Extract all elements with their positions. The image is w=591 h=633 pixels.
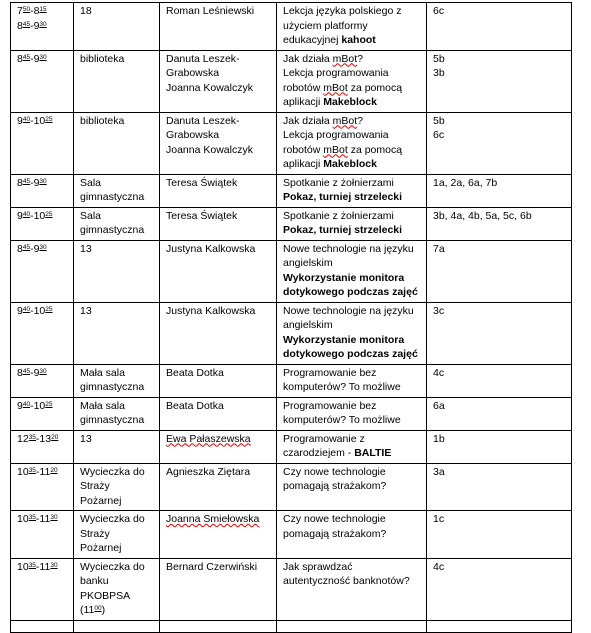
room-cell bbox=[74, 174, 160, 207]
class-line: 6a bbox=[433, 399, 445, 412]
topic-highlight: BALTIE bbox=[354, 447, 392, 459]
room-cell bbox=[74, 463, 160, 511]
room-line: PKOBPSA bbox=[80, 589, 131, 602]
start-hour: 7 bbox=[17, 5, 23, 17]
start-hour: 9 bbox=[17, 399, 23, 412]
time-cell bbox=[11, 112, 74, 174]
topic-line bbox=[283, 446, 420, 461]
end-hour: 9 bbox=[33, 19, 40, 32]
topic-line bbox=[283, 242, 420, 257]
topic-term: mBot? bbox=[332, 114, 363, 127]
topic-text: angielskim bbox=[283, 257, 333, 269]
topic-cell bbox=[277, 364, 427, 397]
room-line: biblioteka bbox=[80, 114, 125, 127]
topic-cell bbox=[277, 430, 427, 463]
room-line bbox=[80, 603, 153, 618]
table-row bbox=[11, 430, 572, 463]
start-hour: 10 bbox=[17, 560, 29, 573]
topic-text: Programowanie z bbox=[283, 432, 365, 445]
topic-text: komputerów? To możliwe bbox=[283, 414, 401, 426]
start-minutes: 35 bbox=[28, 466, 36, 474]
time-cell bbox=[11, 174, 74, 207]
topic-line bbox=[283, 574, 420, 589]
topic-text: Jak działa bbox=[283, 52, 333, 65]
time-line: $9^{40}-10^{25}$ bbox=[17, 399, 53, 412]
end-hour: 10 bbox=[33, 114, 46, 127]
end-minutes: 30 bbox=[39, 367, 47, 375]
room-line: Pożarnej bbox=[80, 494, 122, 507]
start-minutes: 40 bbox=[22, 305, 31, 313]
topic-text: Programowanie bez bbox=[283, 399, 377, 412]
room-cell bbox=[74, 397, 160, 430]
class-line: 5b bbox=[433, 114, 445, 127]
topic-highlight: Pokaz, turniej strzelecki bbox=[283, 224, 403, 236]
room-line: Straży bbox=[80, 527, 110, 540]
start-hour: 8 bbox=[17, 176, 23, 189]
time-cell bbox=[11, 207, 74, 240]
mbot-term: mBot bbox=[332, 114, 358, 127]
end-minutes: 30 bbox=[39, 20, 47, 28]
teacher-line: Joanna Smiełowska bbox=[166, 513, 260, 525]
topic-line bbox=[283, 380, 420, 395]
topic-text: autentyczność banknotów? bbox=[283, 575, 410, 587]
topic-text: Jak działa bbox=[283, 114, 333, 127]
topic-line bbox=[283, 4, 420, 19]
topic-text: robotów bbox=[283, 81, 324, 94]
mbot-term: mBot bbox=[332, 52, 358, 65]
class-cell bbox=[427, 620, 572, 632]
time-cell bbox=[11, 50, 74, 112]
end-hour: 10 bbox=[33, 209, 46, 222]
class-cell bbox=[427, 397, 572, 430]
topic-highlight: dotykowego podczas zajęć bbox=[283, 286, 418, 298]
topic-text: Lekcja programowania bbox=[283, 67, 389, 79]
topic-text: pomagają strażakom? bbox=[283, 527, 387, 540]
time-cell bbox=[11, 430, 74, 463]
room-line: Wycieczka do bbox=[80, 513, 145, 525]
end-hour: 9 bbox=[33, 242, 40, 255]
topic-cell bbox=[277, 112, 427, 174]
room-line: gimnastyczna bbox=[80, 381, 145, 393]
room-line: Sala bbox=[80, 209, 102, 222]
class-line: 6c bbox=[433, 129, 445, 141]
room-line: gimnastyczna bbox=[80, 414, 145, 426]
topic-line bbox=[283, 271, 420, 286]
room-cell bbox=[74, 511, 160, 559]
end-hour: 8 bbox=[33, 5, 40, 17]
teacher-line: Bernard Czerwiński bbox=[166, 560, 258, 573]
topic-line bbox=[283, 432, 420, 447]
topic-term: mBot za pomocą bbox=[323, 143, 403, 156]
room-line: Wycieczka do bbox=[80, 465, 145, 478]
topic-line bbox=[283, 399, 420, 414]
end-hour: 11 bbox=[39, 513, 51, 525]
table-row bbox=[11, 50, 572, 112]
class-cell bbox=[427, 302, 572, 364]
topic-line bbox=[283, 66, 420, 81]
class-line: 1c bbox=[433, 513, 445, 525]
end-minutes: 25 bbox=[45, 305, 53, 313]
teacher-line: Grabowska bbox=[166, 129, 220, 141]
time-line: $8^{45}-9^{30}$ bbox=[17, 366, 47, 379]
time-line: $9^{40}-10^{25}$ bbox=[17, 209, 53, 222]
end-minutes: 30 bbox=[39, 177, 47, 185]
topic-text: Spotkanie z żołnierzami bbox=[283, 176, 394, 189]
room-line: Mała sala bbox=[80, 366, 125, 379]
room-line: gimnastyczna bbox=[80, 191, 145, 203]
topic-line bbox=[283, 465, 420, 480]
topic-text: Lekcja języka polskiego z bbox=[283, 5, 402, 17]
topic-term: mBot za pomocą bbox=[323, 81, 403, 94]
time-cell bbox=[11, 511, 74, 559]
teacher-cell bbox=[160, 207, 277, 240]
topic-text: edukacyjnej bbox=[283, 34, 342, 46]
time-cell bbox=[11, 3, 74, 51]
teacher-cell bbox=[160, 511, 277, 559]
class-cell bbox=[427, 174, 572, 207]
topic-line bbox=[283, 285, 420, 300]
teacher-cell bbox=[160, 558, 277, 620]
room-line: 13 bbox=[80, 432, 92, 445]
table-row bbox=[11, 3, 572, 51]
room-cell bbox=[74, 240, 160, 302]
start-minutes: 40 bbox=[22, 115, 31, 123]
topic-cell bbox=[277, 240, 427, 302]
teacher-cell bbox=[160, 463, 277, 511]
start-hour: 9 bbox=[17, 209, 23, 222]
start-hour: 10 bbox=[17, 465, 29, 478]
start-hour: 9 bbox=[17, 114, 23, 127]
class-line: 3b, 4a, 4b, 5a, 5c, 6b bbox=[433, 209, 532, 222]
teacher-cell bbox=[160, 397, 277, 430]
topic-line bbox=[283, 366, 420, 381]
room-line: banku bbox=[80, 575, 109, 587]
room-cell bbox=[74, 112, 160, 174]
topic-line bbox=[283, 81, 420, 96]
room-line: 13 bbox=[80, 304, 92, 317]
time-cell bbox=[11, 620, 74, 632]
topic-cell bbox=[277, 3, 427, 51]
topic-cell bbox=[277, 174, 427, 207]
topic-highlight: Wykorzystanie monitora bbox=[283, 333, 405, 346]
time-cell bbox=[11, 302, 74, 364]
start-hour: 10 bbox=[17, 513, 29, 525]
time-line: $8^{45}-9^{30}$ bbox=[17, 176, 47, 189]
topic-line bbox=[283, 209, 420, 224]
teacher-line: Danuta Leszek- bbox=[166, 52, 240, 65]
topic-highlight: Makeblock bbox=[323, 158, 377, 170]
start-minutes: 35 bbox=[28, 561, 36, 569]
topic-cell bbox=[277, 463, 427, 511]
class-line: 4c bbox=[433, 366, 445, 379]
start-minutes: 45 bbox=[22, 177, 31, 185]
topic-line bbox=[283, 95, 420, 110]
topic-highlight: Wykorzystanie monitora bbox=[283, 271, 405, 284]
table-row bbox=[11, 364, 572, 397]
topic-text: angielskim bbox=[283, 319, 333, 331]
teacher-cell bbox=[160, 430, 277, 463]
time-cell bbox=[11, 397, 74, 430]
teacher-line: Agnieszka Ziętara bbox=[166, 465, 251, 478]
class-line: 1b bbox=[433, 432, 445, 445]
room-cell bbox=[74, 620, 160, 632]
topic-line bbox=[283, 333, 420, 348]
room-line: Sala bbox=[80, 176, 102, 189]
time-line: $10^{35}-11^{30}$ bbox=[17, 560, 58, 573]
class-cell bbox=[427, 463, 572, 511]
teacher-cell bbox=[160, 240, 277, 302]
topic-highlight: dotykowego podczas zajęć bbox=[283, 348, 418, 360]
topic-text: czarodziejem - bbox=[283, 447, 355, 459]
topic-text: Nowe technologie na języku bbox=[283, 242, 414, 255]
room-note-end: ) bbox=[101, 604, 106, 616]
room-line: Wycieczka do bbox=[80, 560, 145, 573]
end-minutes: 30 bbox=[50, 561, 58, 569]
time-line: $8^{45}-9^{30}$ bbox=[17, 19, 47, 32]
teacher-cell bbox=[160, 112, 277, 174]
start-minutes: 45 bbox=[22, 367, 31, 375]
start-minutes: 50 bbox=[22, 6, 31, 13]
start-hour: 8 bbox=[17, 242, 23, 255]
topic-text: Jak sprawdzać bbox=[283, 560, 353, 573]
topic-text: Lekcja programowania bbox=[283, 129, 389, 141]
end-minutes: 30 bbox=[39, 53, 47, 61]
topic-highlight: Makeblock bbox=[323, 96, 377, 108]
topic-cell bbox=[277, 302, 427, 364]
class-line: 3c bbox=[433, 304, 445, 317]
start-hour: 8 bbox=[17, 52, 23, 65]
teacher-line: Ewa Pałaszewska bbox=[166, 432, 251, 445]
time-cell bbox=[11, 463, 74, 511]
room-cell bbox=[74, 207, 160, 240]
schedule-table bbox=[10, 2, 572, 633]
time-line: $9^{40}-10^{25}$ bbox=[17, 304, 53, 317]
class-cell bbox=[427, 50, 572, 112]
class-line: 3b bbox=[433, 67, 445, 79]
time-cell bbox=[11, 364, 74, 397]
topic-text: komputerów? To możliwe bbox=[283, 381, 401, 393]
teacher-line: Joanna Kowalczyk bbox=[166, 143, 253, 156]
class-cell bbox=[427, 240, 572, 302]
room-line: 13 bbox=[80, 242, 92, 255]
class-cell bbox=[427, 3, 572, 51]
topic-text: aplikacji bbox=[283, 96, 324, 108]
room-cell bbox=[74, 430, 160, 463]
class-line: 3a bbox=[433, 465, 445, 478]
topic-line bbox=[283, 413, 420, 428]
table-row bbox=[11, 174, 572, 207]
table-row bbox=[11, 302, 572, 364]
start-hour: 8 bbox=[17, 19, 23, 32]
room-line: Pożarnej bbox=[80, 542, 122, 554]
start-minutes: 35 bbox=[28, 433, 36, 441]
end-minutes: 20 bbox=[50, 466, 58, 474]
end-minutes: 20 bbox=[51, 433, 59, 441]
room-note-minutes: 00 bbox=[94, 605, 102, 612]
teacher-cell bbox=[160, 302, 277, 364]
room-cell bbox=[74, 558, 160, 620]
topic-line bbox=[283, 347, 420, 362]
teacher-line: Beata Dotka bbox=[166, 399, 224, 412]
class-cell bbox=[427, 511, 572, 559]
room-note: (11 bbox=[80, 604, 95, 616]
table-row bbox=[11, 240, 572, 302]
room-cell bbox=[74, 3, 160, 51]
topic-line bbox=[283, 256, 420, 271]
table-row bbox=[11, 207, 572, 240]
class-cell bbox=[427, 112, 572, 174]
topic-line bbox=[283, 157, 420, 172]
time-line: $8^{45}-9^{30}$ bbox=[17, 52, 47, 65]
topic-line bbox=[283, 143, 420, 158]
room-line: Mała sala bbox=[80, 399, 125, 412]
table-row bbox=[11, 511, 572, 559]
topic-term: mBot? bbox=[332, 52, 363, 65]
topic-line bbox=[283, 318, 420, 333]
room-line: gimnastyczna bbox=[80, 224, 145, 236]
topic-text: Spotkanie z żołnierzami bbox=[283, 209, 394, 222]
topic-cell bbox=[277, 397, 427, 430]
room-cell bbox=[74, 302, 160, 364]
topic-text: pomagają strażakom? bbox=[283, 480, 387, 492]
time-line: $8^{45}-9^{30}$ bbox=[17, 242, 47, 255]
start-minutes: 40 bbox=[22, 400, 31, 408]
room-line: Straży bbox=[80, 480, 110, 492]
topic-line bbox=[283, 52, 420, 67]
class-line: 5b bbox=[433, 52, 445, 65]
topic-text: aplikacji bbox=[283, 158, 324, 170]
room-line: 18 bbox=[80, 5, 92, 17]
time-cell bbox=[11, 558, 74, 620]
mbot-term: mBot bbox=[323, 81, 348, 94]
end-hour: 11 bbox=[39, 465, 51, 478]
mbot-term: mBot bbox=[323, 143, 348, 156]
topic-text: Nowe technologie na języku bbox=[283, 304, 414, 317]
start-hour: 12 bbox=[17, 432, 29, 445]
start-hour: 8 bbox=[17, 366, 23, 379]
teacher-line: Grabowska bbox=[166, 67, 220, 79]
room-line: biblioteka bbox=[80, 52, 125, 65]
teacher-cell bbox=[160, 620, 277, 632]
teacher-line: Roman Leśniewski bbox=[166, 5, 255, 17]
topic-text: robotów bbox=[283, 143, 324, 156]
teacher-line: Teresa Świątek bbox=[166, 209, 238, 222]
class-cell bbox=[427, 364, 572, 397]
table-row bbox=[11, 463, 572, 511]
end-hour: 11 bbox=[39, 560, 51, 573]
end-minutes: 25 bbox=[45, 115, 53, 123]
teacher-line: Justyna Kalkowska bbox=[166, 242, 256, 255]
topic-highlight: Pokaz, turniej strzelecki bbox=[283, 191, 403, 203]
table-row bbox=[11, 397, 572, 430]
time-line: $10^{35}-11^{20}$ bbox=[17, 465, 58, 478]
end-hour: 13 bbox=[39, 432, 52, 445]
class-line: 1a, 2a, 6a, 7b bbox=[433, 176, 498, 189]
topic-line bbox=[283, 190, 420, 205]
end-hour: 9 bbox=[33, 52, 40, 65]
time-line: $7^{50}-8^{15}$ bbox=[17, 5, 47, 17]
end-minutes: 15 bbox=[39, 6, 47, 13]
teacher-line: Joanna Kowalczyk bbox=[166, 81, 253, 94]
topic-line bbox=[283, 223, 420, 238]
topic-line bbox=[283, 512, 420, 527]
end-minutes: 30 bbox=[50, 514, 58, 521]
topic-cell bbox=[277, 620, 427, 632]
start-minutes: 40 bbox=[22, 210, 31, 218]
topic-cell bbox=[277, 511, 427, 559]
schedule-body bbox=[11, 3, 572, 633]
teacher-line: Teresa Świątek bbox=[166, 176, 238, 189]
topic-text: Czy nowe technologie bbox=[283, 465, 386, 478]
class-cell bbox=[427, 207, 572, 240]
time-line: $12^{35}-13^{20}$ bbox=[17, 432, 59, 445]
topic-text: użyciem platformy bbox=[283, 19, 368, 32]
end-minutes: 30 bbox=[39, 243, 47, 251]
teacher-line: Danuta Leszek- bbox=[166, 114, 240, 127]
end-hour: 9 bbox=[33, 176, 40, 189]
class-line: 6c bbox=[433, 5, 445, 17]
class-cell bbox=[427, 558, 572, 620]
start-minutes: 35 bbox=[28, 514, 36, 521]
end-minutes: 25 bbox=[45, 400, 53, 408]
topic-text: Programowanie bez bbox=[283, 366, 377, 379]
teacher-cell bbox=[160, 364, 277, 397]
room-cell bbox=[74, 364, 160, 397]
topic-line bbox=[283, 560, 420, 575]
topic-line bbox=[283, 33, 420, 48]
table-row-empty bbox=[11, 620, 572, 632]
time-line: $9^{40}-10^{25}$ bbox=[17, 114, 53, 127]
teacher-line: Justyna Kalkowska bbox=[166, 304, 256, 317]
class-line: 7a bbox=[433, 242, 445, 255]
topic-line bbox=[283, 19, 420, 34]
teacher-cell bbox=[160, 3, 277, 51]
topic-line bbox=[283, 527, 420, 542]
time-line: $10^{35}-11^{30}$ bbox=[17, 513, 58, 525]
time-cell bbox=[11, 240, 74, 302]
end-hour: 10 bbox=[33, 304, 46, 317]
start-hour: 9 bbox=[17, 304, 23, 317]
topic-cell bbox=[277, 207, 427, 240]
class-line: 4c bbox=[433, 560, 445, 573]
start-minutes: 45 bbox=[22, 20, 31, 28]
table-row bbox=[11, 112, 572, 174]
topic-line bbox=[283, 176, 420, 191]
class-cell bbox=[427, 430, 572, 463]
end-minutes: 25 bbox=[45, 210, 53, 218]
topic-line bbox=[283, 304, 420, 319]
teacher-cell bbox=[160, 50, 277, 112]
start-minutes: 45 bbox=[22, 53, 31, 61]
table-row bbox=[11, 558, 572, 620]
end-hour: 10 bbox=[33, 399, 46, 412]
start-minutes: 45 bbox=[22, 243, 31, 251]
topic-text: Czy nowe technologie bbox=[283, 513, 386, 525]
topic-line bbox=[283, 114, 420, 129]
end-hour: 9 bbox=[33, 366, 40, 379]
topic-highlight: kahoot bbox=[341, 34, 376, 46]
teacher-cell bbox=[160, 174, 277, 207]
topic-line bbox=[283, 479, 420, 494]
topic-cell bbox=[277, 558, 427, 620]
teacher-line: Beata Dotka bbox=[166, 366, 224, 379]
topic-cell bbox=[277, 50, 427, 112]
room-cell bbox=[74, 50, 160, 112]
topic-line bbox=[283, 128, 420, 143]
